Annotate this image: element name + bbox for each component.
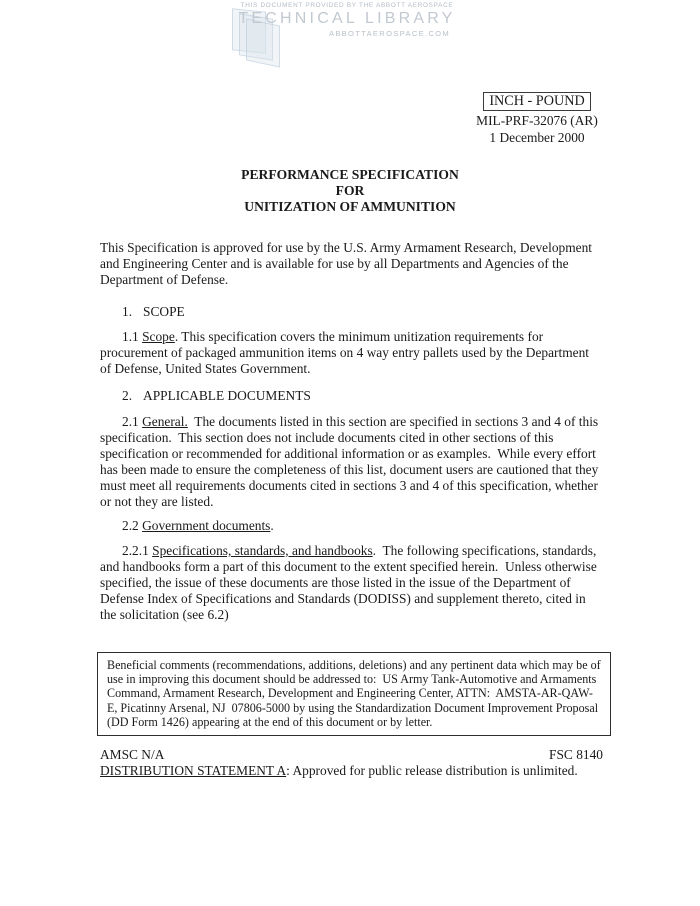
title-line-2: FOR	[335, 183, 365, 199]
paragraph-2-1-lead: General.	[142, 414, 188, 429]
distribution-statement-lead: DISTRIBUTION STATEMENT A	[100, 763, 287, 778]
spec-number: MIL-PRF-32076 (AR)	[476, 113, 598, 128]
section-1-number: 1.	[122, 304, 133, 319]
section-2-label: APPLICABLE DOCUMENTS	[143, 388, 311, 403]
paragraph-2-2-heading	[100, 518, 603, 534]
approval-paragraph: This Specification is approved for use by the U.S. Army Armament Research, Development and Engineering Center and is available for use by all Departments and Agencies of the Department of Defense.	[100, 240, 596, 288]
section-2-number: 2.	[122, 388, 133, 403]
paragraph-1-1	[100, 329, 603, 377]
document-id-block	[473, 92, 601, 146]
watermark-header	[230, 2, 464, 38]
inch-pound-badge: INCH - POUND	[483, 92, 590, 111]
title-line-1: PERFORMANCE SPECIFICATION	[241, 167, 459, 182]
paragraph-2-1	[100, 414, 603, 511]
watermark-title: TECHNICAL LIBRARY	[238, 10, 456, 27]
watermark-site-url: ABBOTTAEROSPACE.COM	[328, 29, 450, 38]
paragraph-2-1-number: 2.1	[122, 414, 143, 429]
paragraph-2-2-1	[100, 543, 603, 623]
spec-date: 1 December 2000	[489, 130, 585, 145]
distribution-statement	[100, 763, 603, 779]
amsc-code: AMSC N/A	[100, 747, 165, 762]
paragraph-2-1-text: The documents listed in this section are specified in sections 3 and 4 of this specification. This section does not include documents cited in other sections of this specification or recommended for additional information or as examples. While every effort has been made to ensure the completeness of this list, document users are cautioned that they must meet all requirements documents cited in sections 3 and 4 of this specification, whether or not they are listed.	[100, 414, 602, 510]
paragraph-1-1-lead: Scope	[142, 329, 175, 344]
paragraph-2-2-number: 2.2	[122, 518, 143, 533]
paragraph-1-1-text: . This specification covers the minimum unitization requirements for procurement of packaged ammunition items on 4 way entry pallets used by the Department of Defense, United States Government.	[100, 329, 593, 377]
paragraph-2-2-text: .	[270, 518, 274, 533]
section-2-heading	[100, 388, 603, 404]
footer-codes-row	[100, 747, 603, 763]
title-line-3: UNITIZATION OF AMMUNITION	[244, 199, 456, 215]
watermark-provided-line: THIS DOCUMENT PROVIDED BY THE ABBOTT AEROSPACE	[240, 2, 454, 9]
paragraph-2-2-1-text: . The following specifications, standards, and handbooks form a part of this document to the extent specified herein. Unless otherwise specified, the issue of these documents are those listed in the issue of the Department of Defense Index of Specifications and Standards (DODISS) and supplement thereto, cited in the solicitation (see 6.2)	[100, 543, 601, 623]
section-1-label: SCOPE	[143, 304, 185, 319]
paragraph-2-2-1-number: 2.2.1	[122, 543, 153, 558]
beneficial-comments-box: Beneficial comments (recommendations, additions, deletions) and any pertinent data which may be of use in improving this document should be addressed to: US Army Tank-Automotive and Armaments Command, Armament Research, Development and Engineering Center, ATTN: AMSTA-AR-QAW-E, Picatinny Arsenal, NJ 07806-5000 by using the Standardization Document Improvement Proposal (DD Form 1426) appearing at the end of this document or by letter.	[97, 652, 611, 736]
paragraph-1-1-number: 1.1	[122, 329, 143, 344]
paragraph-2-2-1-lead: Specifications, standards, and handbooks	[152, 543, 373, 558]
paragraph-2-2-lead: Government documents	[142, 518, 271, 533]
document-title	[0, 167, 700, 216]
section-1-heading	[100, 304, 603, 320]
distribution-statement-text: : Approved for public release distribution is unlimited.	[286, 763, 578, 778]
fsc-code: FSC 8140	[549, 747, 603, 762]
